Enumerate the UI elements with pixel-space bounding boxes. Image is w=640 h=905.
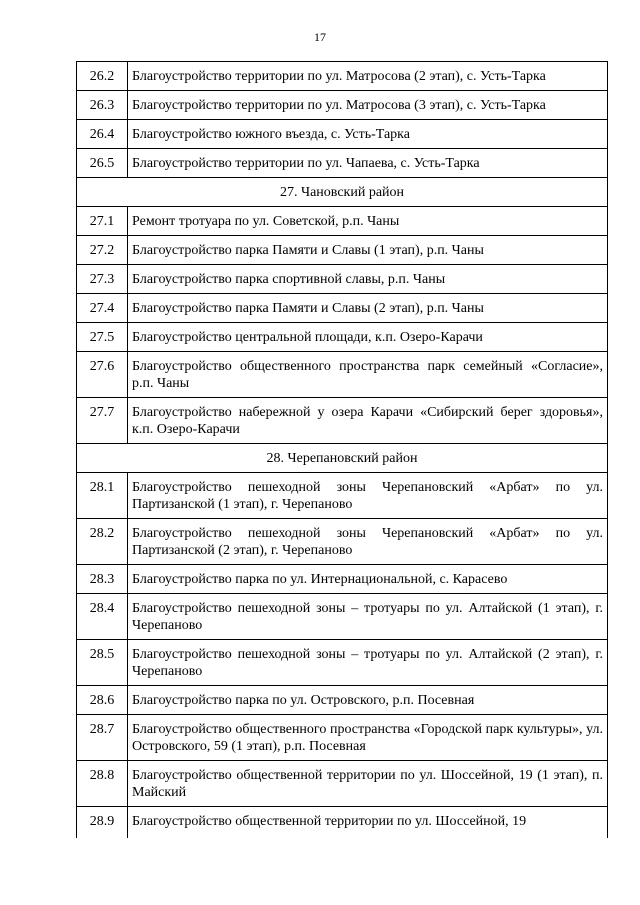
table-row bbox=[77, 352, 608, 398]
table-row bbox=[77, 120, 608, 149]
item-description: Благоустройство парка Памяти и Славы (2 этап), р.п. Чаны bbox=[128, 294, 608, 323]
item-number: 27.1 bbox=[77, 207, 128, 236]
table-row bbox=[77, 236, 608, 265]
item-description: Благоустройство парка по ул. Островского, р.п. Посевная bbox=[128, 686, 608, 715]
item-description: Благоустройство территории по ул. Чапаева, с. Усть-Тарка bbox=[128, 149, 608, 178]
item-number: 27.7 bbox=[77, 398, 128, 444]
table-row bbox=[77, 565, 608, 594]
item-number: 28.5 bbox=[77, 640, 128, 686]
item-description: Ремонт тротуара по ул. Советской, р.п. Чаны bbox=[128, 207, 608, 236]
item-description: Благоустройство территории по ул. Матросова (3 этап), с. Усть-Тарка bbox=[128, 91, 608, 120]
item-number: 28.9 bbox=[77, 807, 128, 839]
item-number: 26.3 bbox=[77, 91, 128, 120]
item-number: 28.4 bbox=[77, 594, 128, 640]
section-title: 28. Черепановский район bbox=[77, 444, 608, 473]
item-number: 28.6 bbox=[77, 686, 128, 715]
item-description: Благоустройство общественной территории по ул. Шоссейной, 19 (1 этап), п. Майский bbox=[128, 761, 608, 807]
item-number: 28.7 bbox=[77, 715, 128, 761]
item-description: Благоустройство территории по ул. Матросова (2 этап), с. Усть-Тарка bbox=[128, 62, 608, 91]
item-description: Благоустройство южного въезда, с. Усть-Тарка bbox=[128, 120, 608, 149]
table-row bbox=[77, 265, 608, 294]
table-row bbox=[77, 62, 608, 91]
item-number: 26.2 bbox=[77, 62, 128, 91]
projects-table bbox=[76, 61, 608, 838]
table-row bbox=[77, 207, 608, 236]
item-description: Благоустройство набережной у озера Карачи «Сибирский берег здоровья», к.п. Озеро-Карачи bbox=[128, 398, 608, 444]
item-description: Благоустройство пешеходной зоны Черепановский «Арбат» по ул. Партизанской (1 этап), г. Черепаново bbox=[128, 473, 608, 519]
item-number: 27.2 bbox=[77, 236, 128, 265]
table-row bbox=[77, 398, 608, 444]
item-number: 27.5 bbox=[77, 323, 128, 352]
item-number: 28.8 bbox=[77, 761, 128, 807]
table-row bbox=[77, 594, 608, 640]
item-description: Благоустройство пешеходной зоны – тротуары по ул. Алтайской (2 этап), г. Черепаново bbox=[128, 640, 608, 686]
item-number: 26.4 bbox=[77, 120, 128, 149]
item-description: Благоустройство пешеходной зоны Черепановский «Арбат» по ул. Партизанской (2 этап), г. Черепаново bbox=[128, 519, 608, 565]
item-description: Благоустройство парка по ул. Интернациональной, с. Карасево bbox=[128, 565, 608, 594]
item-number: 26.5 bbox=[77, 149, 128, 178]
table-row bbox=[77, 640, 608, 686]
section-title: 27. Чановский район bbox=[77, 178, 608, 207]
table-row bbox=[77, 807, 608, 839]
table-row bbox=[77, 473, 608, 519]
item-description: Благоустройство парка Памяти и Славы (1 этап), р.п. Чаны bbox=[128, 236, 608, 265]
item-number: 28.1 bbox=[77, 473, 128, 519]
item-number: 28.2 bbox=[77, 519, 128, 565]
item-number: 27.4 bbox=[77, 294, 128, 323]
table-row bbox=[77, 519, 608, 565]
table-row bbox=[77, 686, 608, 715]
table-row bbox=[77, 323, 608, 352]
section-header-row bbox=[77, 444, 608, 473]
item-number: 28.3 bbox=[77, 565, 128, 594]
item-number: 27.3 bbox=[77, 265, 128, 294]
item-description: Благоустройство общественной территории по ул. Шоссейной, 19 bbox=[128, 807, 608, 839]
table-row bbox=[77, 715, 608, 761]
table-row bbox=[77, 149, 608, 178]
item-description: Благоустройство общественного пространства парк семейный «Согласие», р.п. Чаны bbox=[128, 352, 608, 398]
table-row bbox=[77, 91, 608, 120]
page-number: 17 bbox=[314, 30, 326, 44]
item-description: Благоустройство центральной площади, к.п. Озеро-Карачи bbox=[128, 323, 608, 352]
table-row bbox=[77, 294, 608, 323]
item-description: Благоустройство общественного пространства «Городской парк культуры», ул. Островского, 59 (1 этап), р.п. Посевная bbox=[128, 715, 608, 761]
section-header-row bbox=[77, 178, 608, 207]
item-description: Благоустройство парка спортивной славы, р.п. Чаны bbox=[128, 265, 608, 294]
table-row bbox=[77, 761, 608, 807]
item-description: Благоустройство пешеходной зоны – тротуары по ул. Алтайской (1 этап), г. Черепаново bbox=[128, 594, 608, 640]
projects-table-body bbox=[77, 62, 608, 839]
item-number: 27.6 bbox=[77, 352, 128, 398]
